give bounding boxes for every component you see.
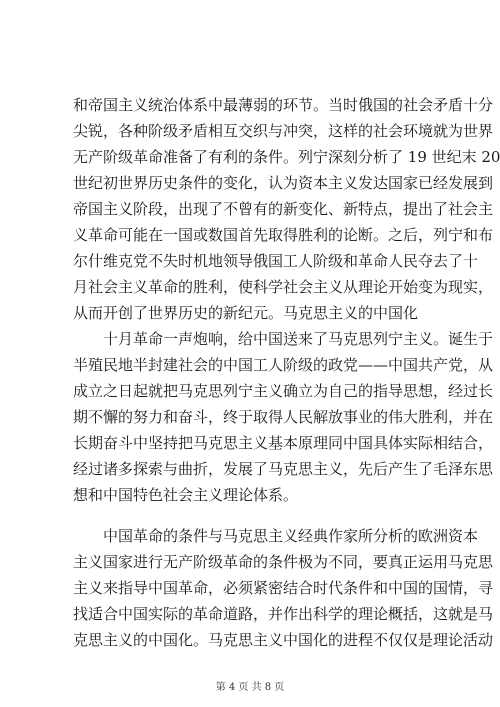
text-line: 和帝国主义统治体系中最薄弱的环节。当时俄国的社会矛盾十分 — [73, 96, 494, 114]
text-line: 月社会主义革命的胜利，使科学社会主义从理论开始变为现实， — [73, 278, 494, 296]
text-line: 期不懈的努力和奋斗，终于取得人民解放事业的伟大胜利，并在 — [73, 408, 494, 426]
text-line: 无产阶级革命准备了有利的条件。列宁深刻分析了 19 世纪末 20 — [73, 148, 500, 166]
text-line: 半殖民地半封建社会的中国工人阶级的政党——中国共产党，从 — [73, 356, 494, 374]
text-line: 帝国主义阶段，出现了不曾有的新变化、新特点，提出了社会主 — [73, 200, 494, 218]
text-line: 主义来指导中国革命，必须紧密结合时代条件和中国的国情，寻 — [73, 579, 494, 597]
text-line: 主义国家进行无产阶级革命的条件极为不同，要真正运用马克思 — [73, 553, 494, 571]
text-line: 世纪初世界历史条件的变化，认为资本主义发达国家已经发展到 — [73, 174, 494, 192]
text-line: 十月革命一声炮响，给中国送来了马克思列宁主义。诞生于 — [103, 330, 494, 348]
text-line: 中国革命的条件与马克思主义经典作家所分析的欧洲资本 — [103, 527, 479, 545]
text-line: 尖锐，各种阶级矛盾相互交织与冲突，这样的社会环境就为世界 — [73, 122, 494, 140]
text-line: 找适合中国实际的革命道路，并作出科学的理论概括，这就是马 — [73, 605, 494, 623]
text-line: 克思主义的中国化。马克思主义中国化的进程不仅仅是理论活动 — [73, 631, 494, 649]
text-line: 从而开创了世界历史的新纪元。马克思主义的中国化 — [73, 304, 419, 322]
page-number-footer: 第 4 页 共 8 页 — [215, 682, 285, 693]
text-line: 义革命可能在一国或数国首先取得胜利的论断。之后，列宁和布 — [73, 226, 494, 244]
text-line: 成立之日起就把马克思列宁主义确立为自己的指导思想，经过长 — [73, 382, 494, 400]
text-line: 尔什维克党不失时机地领导俄国工人阶级和革命人民夺去了十 — [73, 252, 479, 270]
text-line: 长期奋斗中坚持把马克思主义基本原理同中国具体实际相结合， — [73, 434, 494, 452]
text-line: 想和中国特色社会主义理论体系。 — [73, 486, 299, 504]
text-line: 经过诸多探索与曲折，发展了马克思主义，先后产生了毛泽东思 — [73, 460, 494, 478]
